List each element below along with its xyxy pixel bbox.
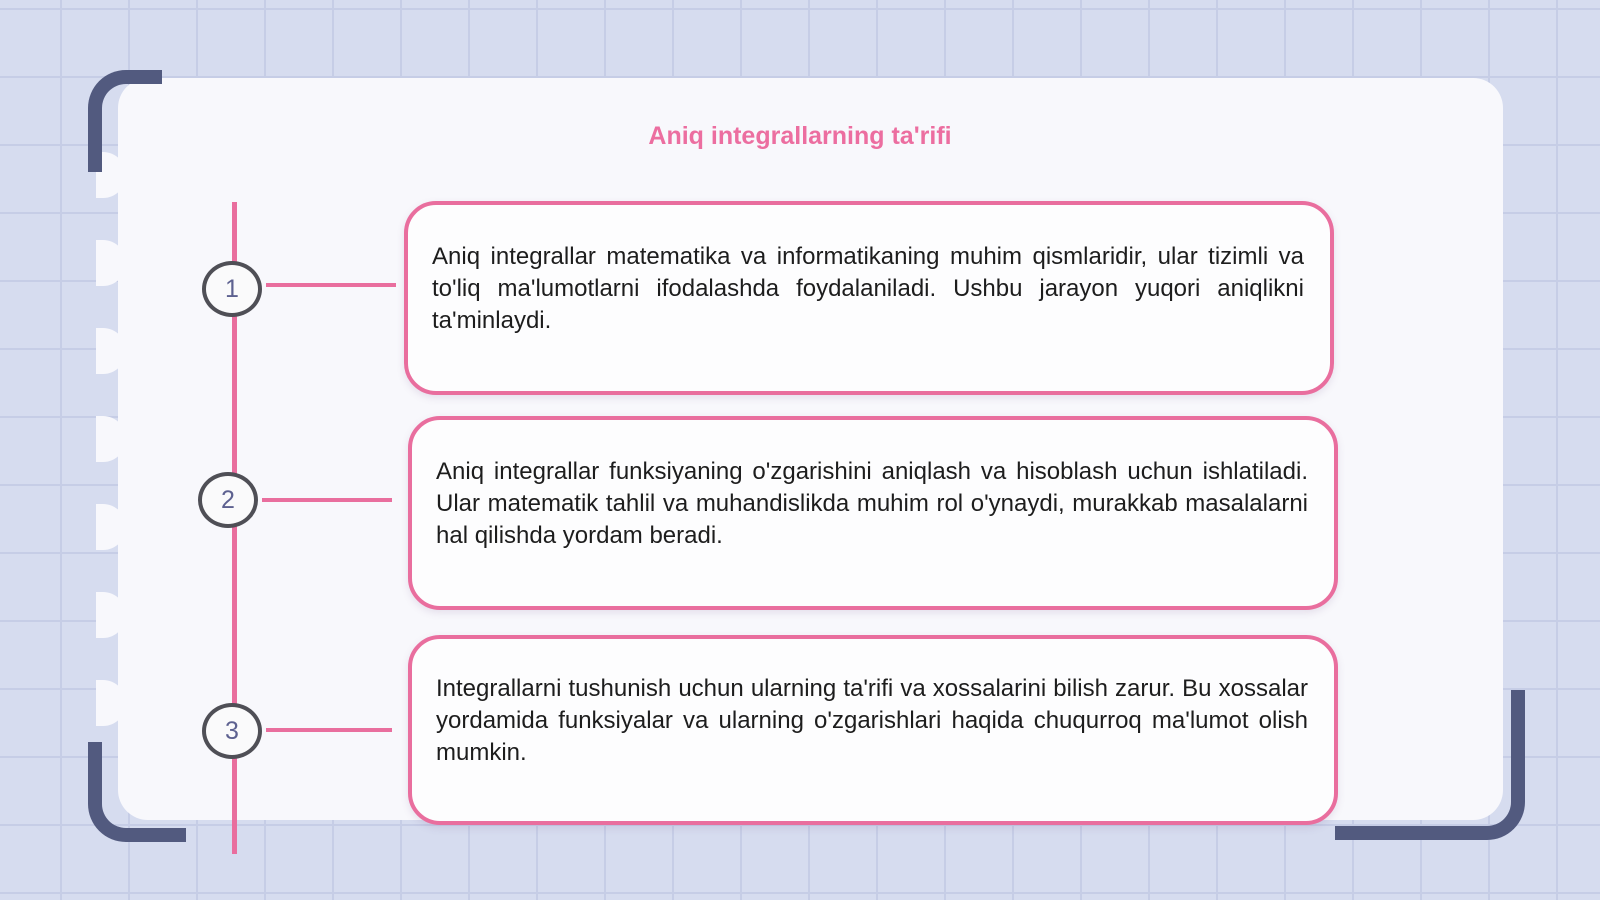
timeline-connector	[266, 283, 396, 287]
corner-bracket-top-left	[88, 70, 162, 172]
step-marker-2: 2	[198, 472, 258, 528]
info-box-1	[404, 201, 1334, 395]
timeline-connector	[266, 728, 392, 732]
info-text-3: Integrallarni tushunish uchun ularning ta'rifi va xossalarini bilish zarur. Bu xossalar yordamida funksiyalar va ularning o'zgarishlari haqida chuqurroq ma'lumot olish mumkin.	[436, 675, 1308, 766]
info-box-2	[408, 416, 1338, 610]
info-text-2: Aniq integrallar funksiyaning o'zgarishini aniqlash va hisoblash uchun ishlatiladi. Ular matematik tahlil va muhandislikda muhim rol o'ynaydi, murakkab masalalarni hal qilishda yordam beradi.	[436, 458, 1308, 549]
info-box-3	[408, 635, 1338, 825]
slide-title: Aniq integrallarning ta'rifi	[648, 122, 952, 150]
corner-bracket-bottom-left	[88, 742, 186, 842]
step-marker-3: 3	[202, 703, 262, 759]
corner-bracket-bottom-right	[1335, 690, 1525, 840]
timeline-connector	[262, 498, 392, 502]
info-text-1: Aniq integrallar matematika va informatikaning muhim qismlaridir, ular tizimli va to'liq ma'lumotlarni ifodalashda foydalaniladi. Ushbu jarayon yuqori aniqlikni ta'minlaydi.	[432, 243, 1304, 334]
step-marker-1: 1	[202, 261, 262, 317]
